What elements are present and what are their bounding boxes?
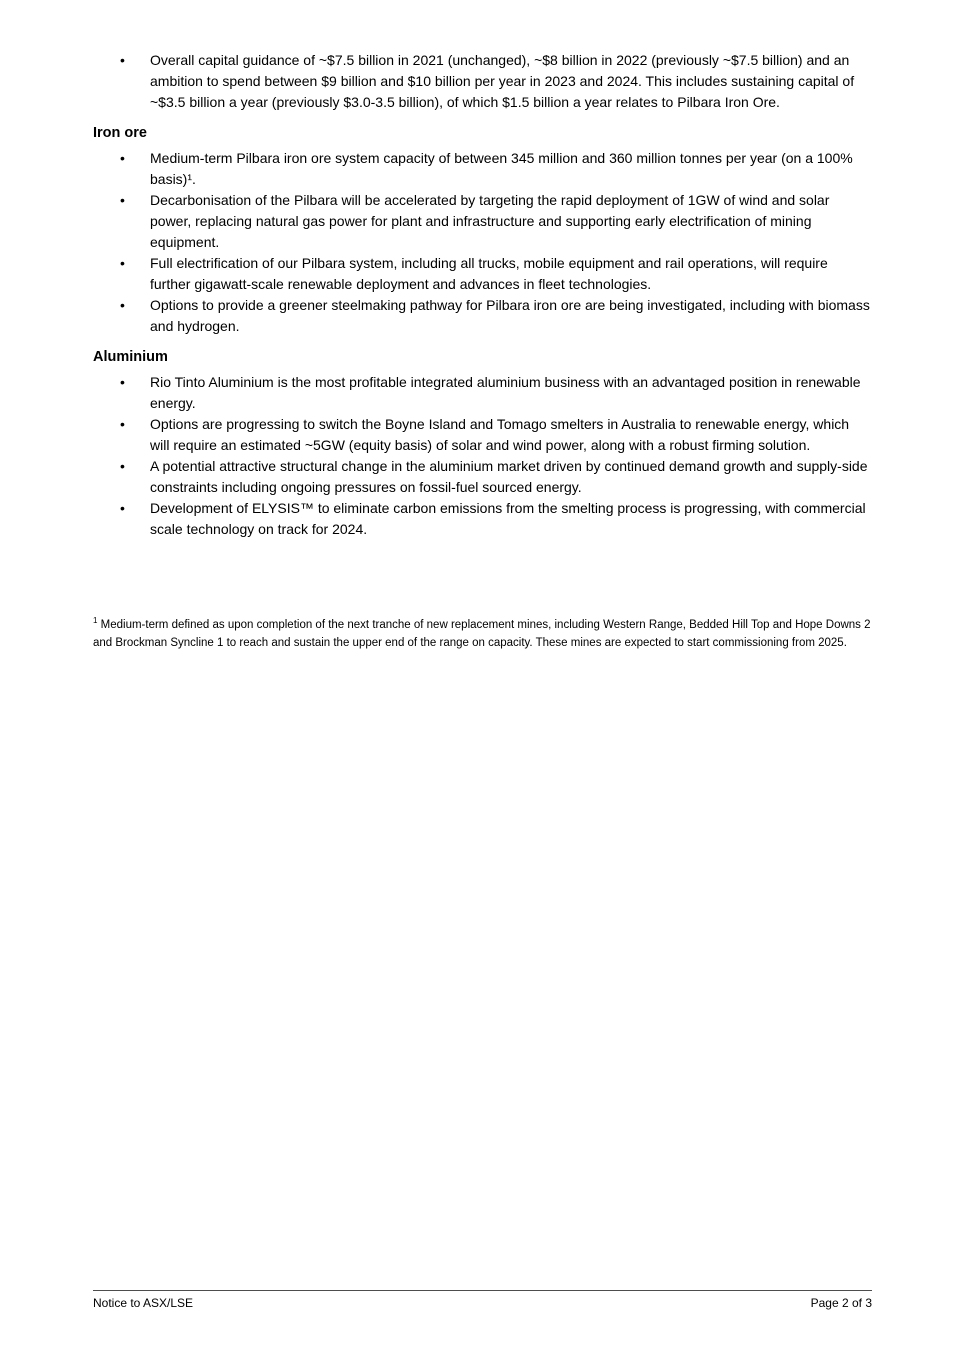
bullet-item: • A potential attractive structural change in the aluminium market driven by continued demand growth and supply-side constraints including ongoing pressures on fossil-fuel sourced energy. xyxy=(93,456,872,498)
bullet-item: • Overall capital guidance of ~$7.5 billion in 2021 (unchanged), ~$8 billion in 2022 (previously ~$7.5 billion) and an ambition to spend between $9 billion and $10 billion per year in 2023 and 2024. This includes sustaining capital of ~$3.5 billion a year (previously $3.0-3.5 billion), of which $1.5 billion a year relates to Pilbara Iron Ore. xyxy=(93,50,872,113)
bullet-item: • Options to provide a greener steelmaking pathway for Pilbara iron ore are being investigated, including with biomass and hydrogen. xyxy=(93,295,872,337)
bullet-item: • Full electrification of our Pilbara system, including all trucks, mobile equipment and rail operations, will require further gigawatt-scale renewable deployment and advances in fleet technologies. xyxy=(93,253,872,295)
aluminium-bullet-list xyxy=(93,372,872,540)
page-footer xyxy=(93,1290,872,1311)
bullet-item: • Medium-term Pilbara iron ore system capacity of between 345 million and 360 million tonnes per year (on a 100% basis)¹. xyxy=(93,148,872,190)
iron-ore-bullet-list xyxy=(93,148,872,337)
bullet-item: • Decarbonisation of the Pilbara will be accelerated by targeting the rapid deployment of 1GW of wind and solar power, replacing natural gas power for plant and infrastructure and supporting early electrification of mining equipment. xyxy=(93,190,872,253)
section-heading-iron-ore: Iron ore xyxy=(93,125,147,141)
bullet-item: • Development of ELYSIS™ to eliminate carbon emissions from the smelting process is progressing, with commercial scale technology on track for 2024. xyxy=(93,498,872,540)
section-heading-aluminium: Aluminium xyxy=(93,349,168,365)
footnote-text: Medium-term defined as upon completion of the next tranche of new replacement mines, including Western Range, Bedded Hill Top and Hope Downs 2 and Brockman Syncline 1 to reach and sustain the upper end of the range on capacity. These mines are expected to start commissioning from 2025. xyxy=(93,619,871,649)
footnote xyxy=(93,616,872,652)
intro-bullet-list xyxy=(93,50,872,113)
footer-page-number: Page 2 of 3 xyxy=(810,1296,872,1310)
footnote-marker: 1 xyxy=(93,616,98,626)
bullet-item: • Options are progressing to switch the Boyne Island and Tomago smelters in Australia to renewable energy, which will require an estimated ~5GW (equity basis) of solar and wind power, along with a robust firming solution. xyxy=(93,414,872,456)
footer-doc-title: Notice to ASX/LSE xyxy=(93,1296,194,1310)
bullet-item: • Rio Tinto Aluminium is the most profitable integrated aluminium business with an advantaged position in renewable energy. xyxy=(93,372,872,414)
page-content xyxy=(93,0,872,652)
